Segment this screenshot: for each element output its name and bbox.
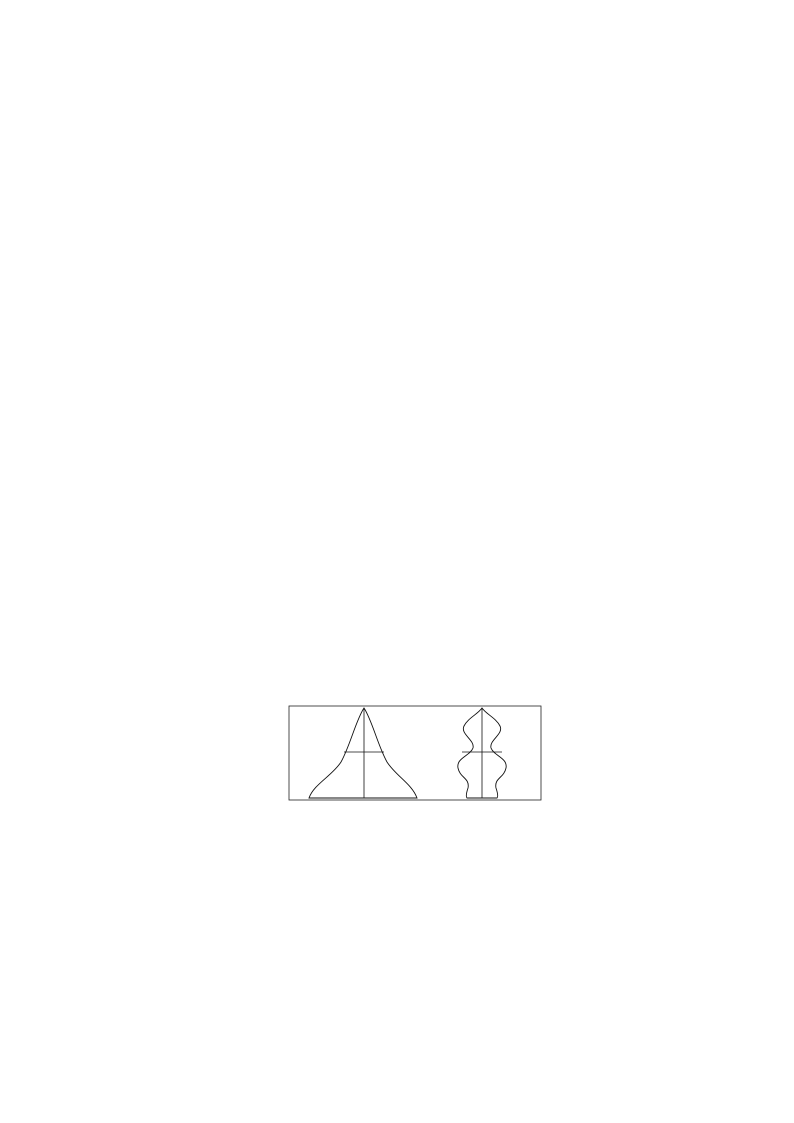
- question-2-analysis: [122, 541, 674, 568]
- question-3-analysis: [122, 941, 674, 968]
- question-1-analysis: [122, 296, 674, 323]
- country-a-pyramid: [309, 708, 417, 798]
- population-pyramid-figure: [270, 684, 542, 832]
